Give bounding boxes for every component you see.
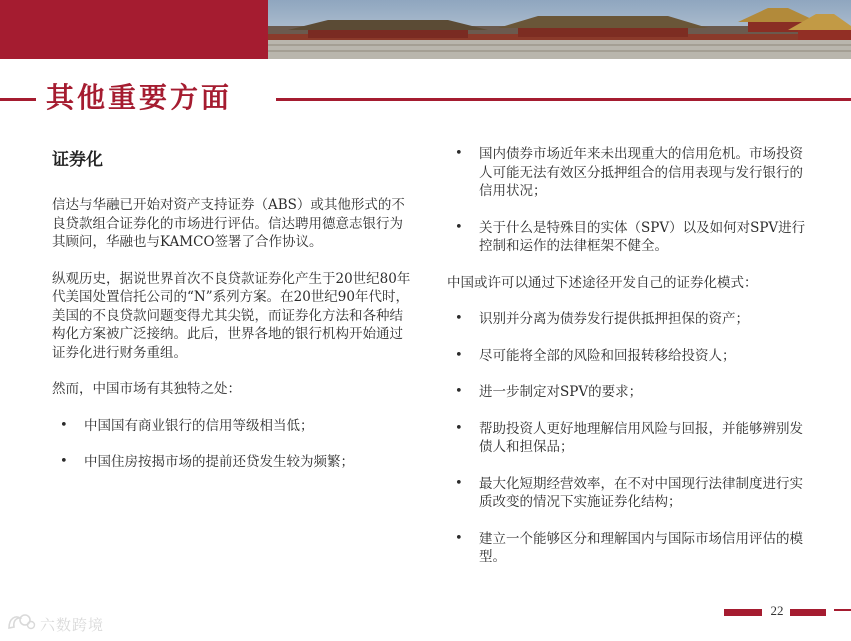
page-title: 其他重要方面: [46, 81, 233, 114]
list-item: [447, 145, 809, 201]
list-item-text: 关于什么是特殊目的实体（SPV）以及如何对SPV进行控制和运作的法律框架不健全。: [479, 219, 806, 254]
list-item: [447, 530, 809, 567]
list-item-text: 国内债券市场近年来未出现重大的信用危机。市场投资人可能无法有效区分抵押组合的信用表现与发行银行的信用状况；: [479, 146, 803, 199]
list-item: [447, 219, 809, 256]
title-rule-left: [0, 98, 36, 101]
list-item-text: 尽可能将全部的风险和回报转移给投资人；: [479, 347, 736, 364]
bullet-icon: •: [455, 530, 463, 546]
footer-bar-right: [790, 609, 826, 616]
bullet-icon: •: [455, 475, 463, 491]
list-item: [447, 475, 809, 512]
list-item-text: 最大化短期经营效率，在不对中国现行法律制度进行实质改变的情况下实施证券化结构；: [479, 475, 803, 510]
bullet-icon: •: [455, 384, 463, 399]
list-item-text: 中国国有商业银行的信用等级相当低；: [84, 417, 314, 434]
title-row: [0, 80, 851, 116]
header-red-block: [0, 0, 268, 59]
bullet-list: [52, 417, 412, 472]
section-heading: 证券化: [52, 150, 103, 170]
list-item-text: 中国住房按揭市场的提前还贷发生较为频繁；: [84, 454, 354, 470]
title-rule-right: [276, 98, 851, 101]
list-item-text: 进一步制定对SPV的要求；: [479, 384, 643, 400]
paragraph: 纵观历史，据说世界首次不良贷款证券化产生于20世纪80年代美国处置信托公司的“N”系列方案。在20世纪90年代时，美国的不良贷款问题变得尤其尖锐，而证券化方法和各种结构化方案被广泛接纳。此后，世界各地的银行机构开始通过证券化进行财务重组。: [52, 270, 411, 361]
list-item-text: 帮助投资人更好地理解信用风险与回报，并能够辨别发债人和担保品；: [479, 420, 803, 455]
footer-rule: [834, 609, 851, 611]
bullet-icon: •: [60, 454, 68, 469]
right-column: [447, 145, 809, 585]
bullet-icon: •: [455, 311, 463, 326]
list-item: [52, 417, 412, 436]
bullet-icon: •: [455, 146, 463, 161]
bullet-icon: •: [455, 219, 463, 235]
forbidden-city-banner-image: [268, 0, 851, 59]
watermark: [6, 612, 104, 636]
paragraph: 中国或许可以通过下述途径开发自己的证券化模式：: [447, 274, 758, 291]
list-item-text: 识别并分离为债券发行提供抵押担保的资产；: [479, 311, 749, 327]
paragraph: 信达与华融已开始对资产支持证券（ABS）或其他形式的不良贷款组合证券化的市场进行评估。信达聘用德意志银行为其顾问，华融也与KAMCO签署了合作协议。: [52, 197, 405, 250]
bullet-list-top: [447, 145, 809, 256]
list-item-text: 建立一个能够区分和理解国内与国际市场信用评估的模型。: [479, 530, 803, 565]
list-item: [52, 453, 412, 472]
watermark-logo-icon: [6, 612, 36, 636]
bullet-icon: •: [455, 420, 463, 436]
watermark-text: 六数跨境: [40, 615, 105, 634]
list-item: [447, 310, 809, 329]
bullet-icon: •: [60, 417, 68, 433]
list-item: [447, 347, 809, 366]
paragraph: 然而，中国市场有其独特之处：: [52, 381, 241, 397]
bullet-icon: •: [455, 347, 463, 363]
list-item: [447, 420, 809, 457]
left-column: [52, 148, 412, 490]
list-item: [447, 383, 809, 402]
footer-bar-left: [724, 609, 762, 616]
bullet-list: [447, 310, 809, 567]
page-number: 22: [770, 603, 784, 618]
